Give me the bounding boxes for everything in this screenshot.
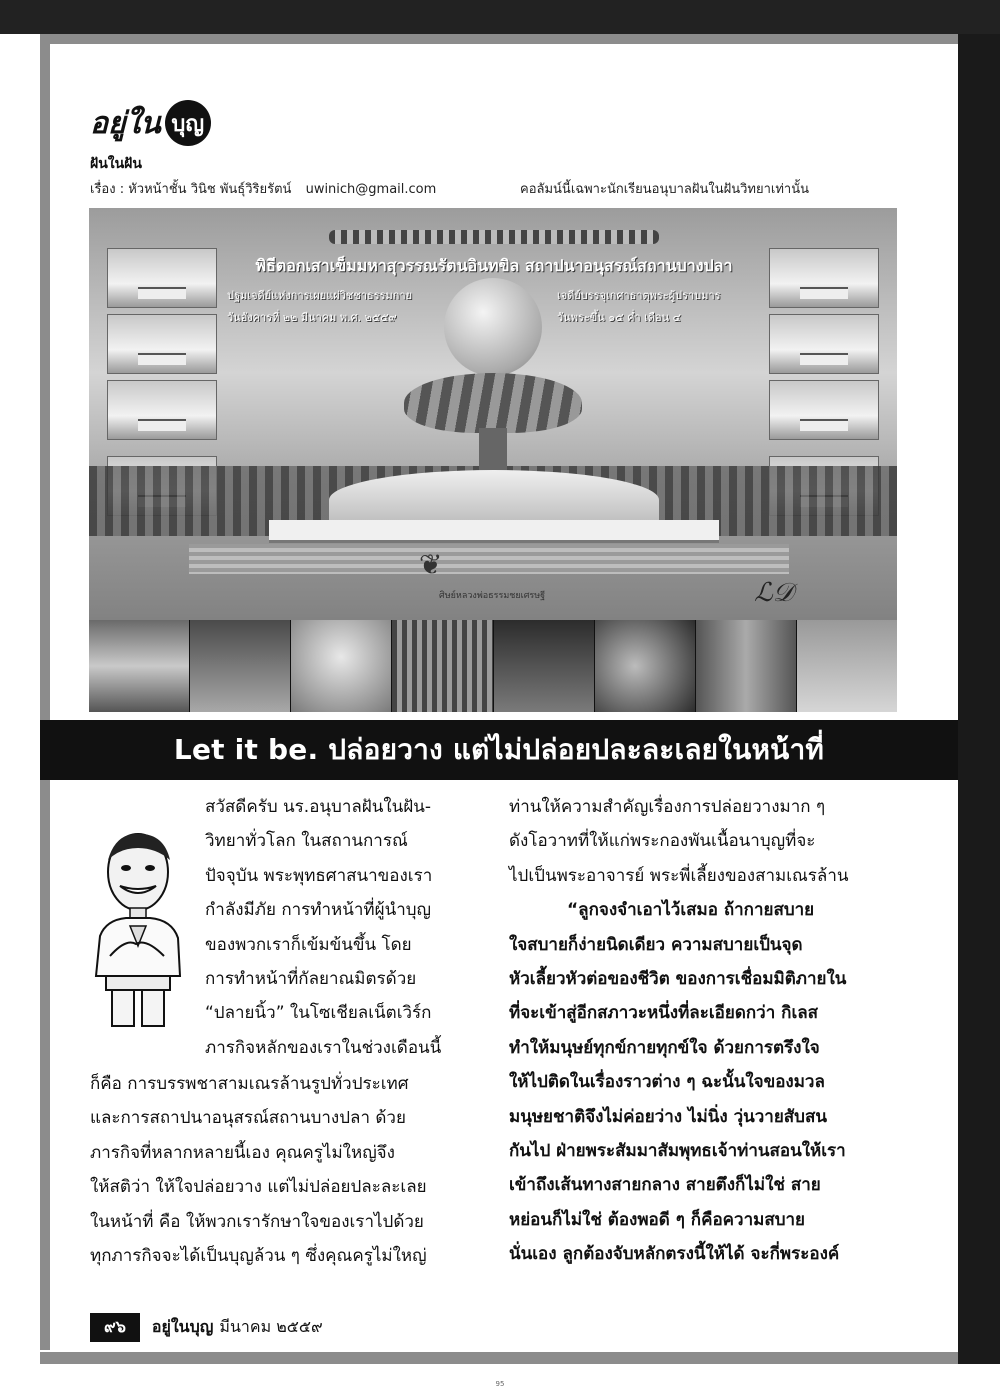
photo-strip-image xyxy=(696,620,797,712)
photo-strip-image xyxy=(291,620,392,712)
quote-line: หย่อนก็ไม่ใช่ ต้องพอดี ๆ ก็คือความสบาย xyxy=(509,1209,805,1230)
poster-lotus-pedestal xyxy=(404,373,582,433)
article-line: ภารกิจหลักของเราในช่วงเดือนนี้ xyxy=(205,1037,442,1058)
poster-thumbnail xyxy=(107,314,217,374)
article-headline: Let it be. ปล่อยวาง แต่ไม่ปล่อยปละละเลยในหน้าที่ xyxy=(173,733,825,766)
photo-strip xyxy=(89,620,897,712)
poster-line-left-2: วันอังคารที่ ๒๒ มีนาคม พ.ศ. ๒๕๕๙ xyxy=(227,311,397,324)
article-line: ของพวกเราก็เข้มข้นขึ้น โดย xyxy=(205,934,412,955)
article-line: และการสถาปนาอนุสรณ์สถานบางปลา ด้วย xyxy=(90,1108,406,1129)
poster-steps xyxy=(189,544,789,574)
quote-line: หัวเลี้ยวหัวต่อของชีวิต ของการเชื่อมมิติภายใน xyxy=(509,969,847,990)
right-frame-bar xyxy=(958,34,1000,1364)
poster-line-right-2: วันพระขึ้น ๑๕ ค่ำ เดือน ๔ xyxy=(557,311,681,324)
article-line: ก็คือ การบรรพชาสามเณรล้านรูปทั่วประเทศ xyxy=(90,1074,409,1094)
quote-line: ใจสบายก็ง่ายนิดเดียว ความสบายเป็นจุด xyxy=(509,934,803,955)
poster-thumbnail xyxy=(769,248,879,308)
logo-circle: บุญ xyxy=(165,100,211,146)
bottom-frame-rule xyxy=(40,1352,958,1364)
page-number: ๙๖ xyxy=(90,1313,140,1342)
left-frame-rule xyxy=(40,34,50,720)
byline xyxy=(90,178,809,199)
photo-strip-image xyxy=(595,620,696,712)
poster-pedestal-stem xyxy=(479,428,507,474)
article-line: “ปลายนิ้ว” ในโซเชียลเน็ตเวิร์ก xyxy=(205,1003,432,1024)
issue-date: มีนาคม ๒๕๕๙ xyxy=(219,1316,323,1336)
column-name: ฝันในฝัน xyxy=(90,156,142,172)
article-column-left-top xyxy=(205,790,457,1065)
quote-line: ให้ไปติดในเรื่องราวต่าง ๆ ฉะนั้นใจของมวล xyxy=(509,1072,825,1093)
quote-line: “ลูกจงจำเอาไว้เสมอ ถ้ากายสบาย xyxy=(567,900,815,921)
poster-thumbnail xyxy=(107,248,217,308)
poster-ornament xyxy=(329,230,659,244)
column-tagline: คอลัมน์นี้เฉพาะนักเรียนอนุบาลฝันในฝันวิทยาเท่านั้น xyxy=(520,182,809,197)
left-frame-rule-lower xyxy=(40,780,50,1350)
ceremony-poster-image xyxy=(89,208,897,620)
author-credit: เรื่อง : หัวหน้าชั้น วินิช พันธุ์วิริยรัตน์ xyxy=(90,182,292,197)
author-email: uwinich@gmail.com xyxy=(305,182,437,197)
article-line: กำลังมีภัย การทำหน้าที่ผู้นำบุญ xyxy=(205,900,432,921)
article-line: ปัจจุบัน พระพุทธศาสนาของเรา xyxy=(205,865,433,886)
author-cartoon-illustration xyxy=(86,826,188,1032)
publication-name: อยู่ในบุญ xyxy=(151,1316,214,1336)
article-column-left-bottom xyxy=(90,1067,457,1273)
poster-emblem-icon: ❦ xyxy=(419,548,443,581)
quote-line: กันไป ฝ่ายพระสัมมาสัมพุทธเจ้าท่านสอนให้เรา xyxy=(509,1141,846,1162)
photo-strip-image xyxy=(797,620,897,712)
article-line: ดังโอวาทที่ให้แก่พระกองพันเนื้อนาบุญที่จะ xyxy=(509,831,816,852)
photo-strip-image xyxy=(190,620,291,712)
quote-line: เข้าถึงเส้นทางสายกลาง สายตึงก็ไม่ใช่ สาย xyxy=(509,1175,821,1196)
poster-signature: ℒ𝒟 xyxy=(754,578,794,608)
quote-line: นั่นเอง ลูกต้องจับหลักตรงนี้ให้ได้ จะกี่พระองค์ xyxy=(509,1244,840,1265)
article-line: สวัสดีครับ นร.อนุบาลฝันในฝัน- xyxy=(205,797,431,817)
article-line: การทำหน้าที่กัลยาณมิตรด้วย xyxy=(205,969,417,990)
top-frame-bar xyxy=(0,0,1000,34)
poster-thumbnail xyxy=(107,380,217,440)
top-frame-rule xyxy=(40,34,958,44)
poster-thumbnail xyxy=(769,314,879,374)
quote-line: ที่จะเข้าสู่อีกสภาวะหนึ่งที่ละเอียดกว่า กิเลส xyxy=(509,1003,819,1024)
article-line: ทุกภารกิจจะได้เป็นบุญล้วน ๆ ซึ่งคุณครูไม่ใหญ่ xyxy=(90,1246,427,1267)
article-column-right xyxy=(509,790,880,1272)
photo-strip-image xyxy=(392,620,493,712)
quote-line: มนุษยชาติจึงไม่ค่อยว่าง ไม่นิ่ง วุ่นวายสับสน xyxy=(509,1106,827,1127)
quote-line: ทำให้มนุษย์ทุกข์กายทุกข์ใจ ด้วยการตรึงใจ xyxy=(509,1037,820,1058)
poster-emblem-caption: ศิษย์หลวงพ่อธรรมชยเศรษฐี xyxy=(439,591,546,601)
article-line: ไปเป็นพระอาจารย์ พระพี่เลี้ยงของสามเณรล้าน xyxy=(509,865,849,886)
poster-title: พิธีตอกเสาเข็มมหาสุวรรณรัตนอินทขิล สถาปนาอนุสรณ์สถานบางปลา xyxy=(255,256,733,275)
article-line: ในหน้าที่ คือ ให้พวกเรารักษาใจของเราไปด้วย xyxy=(90,1211,424,1232)
poster-thumbnail xyxy=(769,380,879,440)
logo-text: อยู่ใน xyxy=(90,105,161,141)
magazine-logo xyxy=(90,98,211,148)
photo-strip-image xyxy=(89,620,190,712)
print-folio: 95 xyxy=(495,1380,505,1388)
article-line: ภารกิจที่หลากหลายนี้เอง คุณครูไม่ใหญ่จึง xyxy=(90,1142,395,1163)
article-line: ท่านให้ความสำคัญเรื่องการปล่อยวางมาก ๆ xyxy=(509,797,826,817)
article-line: ให้สติว่า ให้ใจปล่อยวาง แต่ไม่ปล่อยปละละเลย xyxy=(90,1177,427,1198)
article-line: วิทยาทั่วโลก ในสถานการณ์ xyxy=(205,831,408,852)
photo-strip-image xyxy=(494,620,595,712)
poster-line-left-1: ปฐมเจดีย์แห่งการเผยแผ่วิชชาธรรมกาย xyxy=(227,289,413,302)
poster-dome-base xyxy=(269,520,719,543)
headline-band xyxy=(40,720,958,780)
page-footer xyxy=(90,1314,323,1340)
poster-line-right-1: เจดีย์บรรจุเกศาธาตุพระผู้ปราบมาร xyxy=(557,289,721,302)
poster-crystal-sphere xyxy=(444,278,542,376)
